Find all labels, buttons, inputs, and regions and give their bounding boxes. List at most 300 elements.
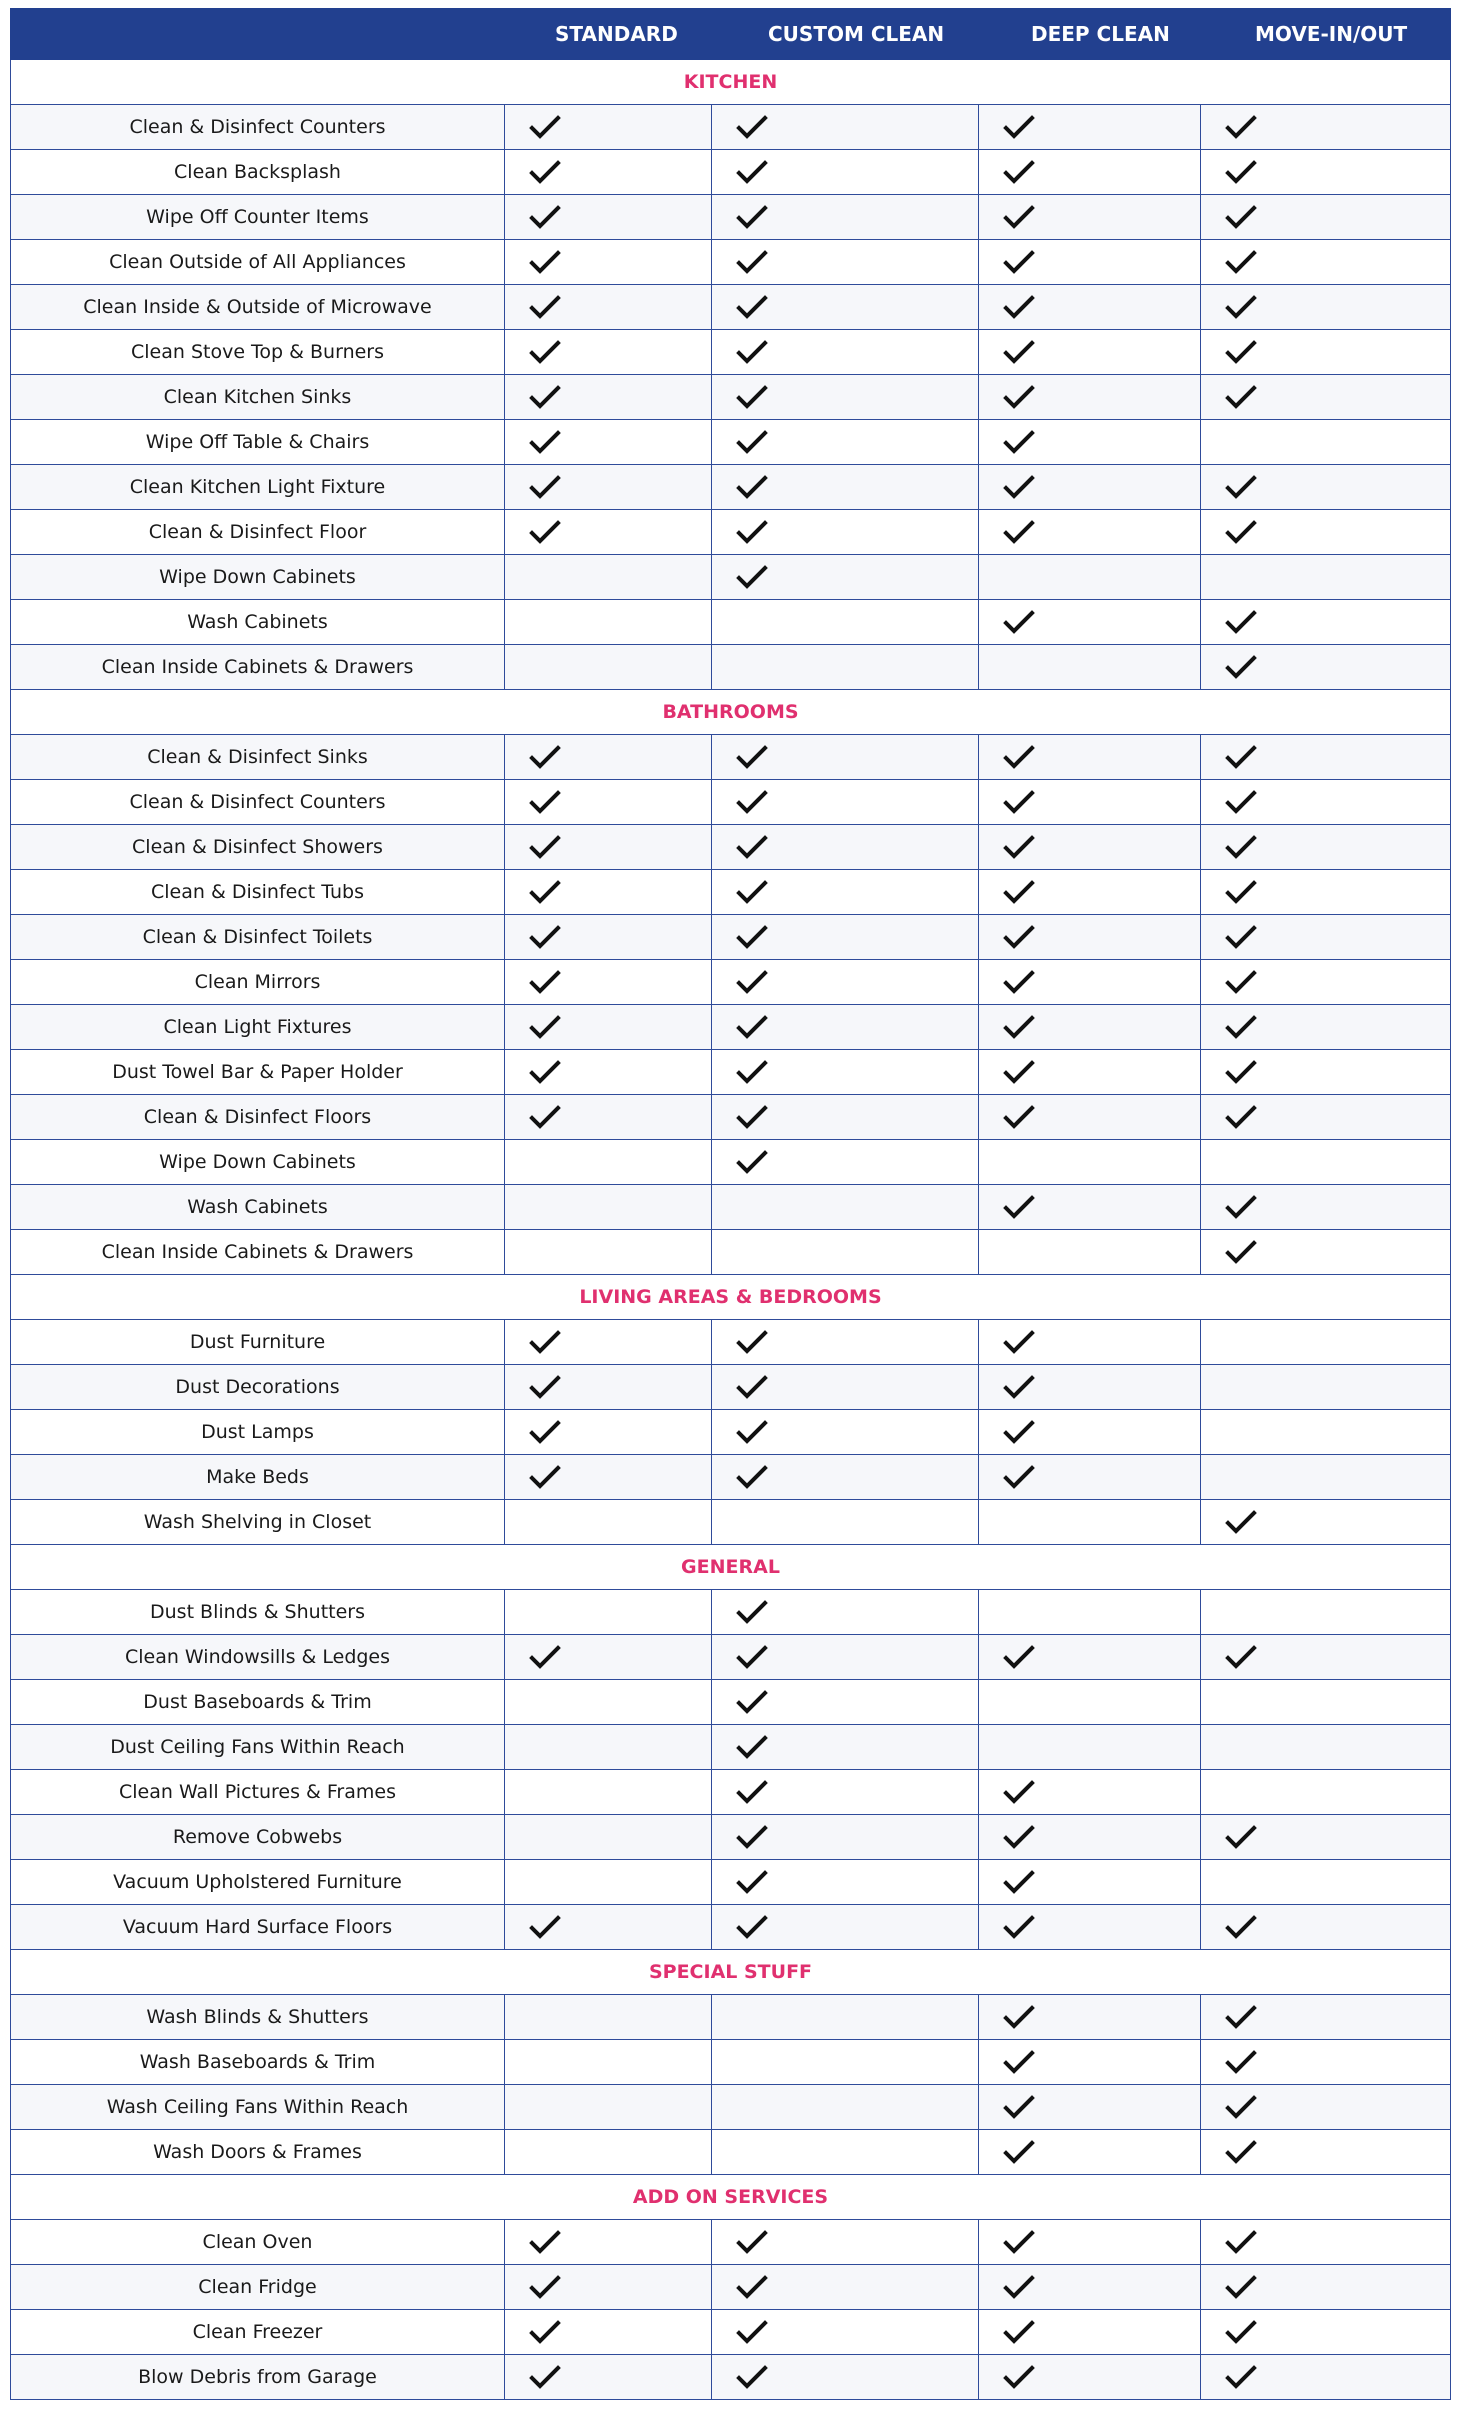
check-cell-standard: [505, 105, 712, 150]
checkmark-icon: [1225, 1104, 1257, 1130]
checkmark-icon: [736, 924, 768, 950]
checkmark-icon: [1003, 744, 1035, 770]
check-cell-deep-clean: [979, 1725, 1201, 1770]
checkmark-icon: [736, 834, 768, 860]
task-label: Dust Lamps: [11, 1410, 505, 1455]
checkmark-icon: [1003, 1374, 1035, 1400]
table-row: [11, 465, 1451, 510]
check-cell-custom-clean: [712, 1365, 979, 1410]
checkmark-icon: [736, 384, 768, 410]
checkmark-icon: [1003, 114, 1035, 140]
check-cell-move-in-out: [1201, 1635, 1451, 1680]
check-cell-standard: [505, 960, 712, 1005]
checkmark-icon: [1003, 879, 1035, 905]
check-cell-move-in-out: [1201, 1320, 1451, 1365]
check-cell-standard: [505, 240, 712, 285]
check-cell-deep-clean: [979, 600, 1201, 645]
check-cell-custom-clean: [712, 1455, 979, 1500]
table-row: [11, 1590, 1451, 1635]
table-row: [11, 780, 1451, 825]
check-cell-move-in-out: [1201, 870, 1451, 915]
check-cell-deep-clean: [979, 195, 1201, 240]
task-label: Clean Kitchen Light Fixture: [11, 465, 505, 510]
check-cell-standard: [505, 1230, 712, 1275]
check-cell-standard: [505, 1905, 712, 1950]
checkmark-icon: [1003, 2004, 1035, 2030]
checkmark-icon: [1225, 969, 1257, 995]
check-cell-custom-clean: [712, 330, 979, 375]
check-cell-custom-clean: [712, 375, 979, 420]
table-row: [11, 2220, 1451, 2265]
checkmark-icon: [736, 1419, 768, 1445]
check-cell-deep-clean: [979, 375, 1201, 420]
checkmark-icon: [1225, 384, 1257, 410]
check-cell-move-in-out: [1201, 1725, 1451, 1770]
checkmark-icon: [736, 1779, 768, 1805]
task-label: Clean Kitchen Sinks: [11, 375, 505, 420]
check-cell-custom-clean: [712, 1095, 979, 1140]
check-cell-standard: [505, 555, 712, 600]
table-row: [11, 285, 1451, 330]
check-cell-custom-clean: [712, 1410, 979, 1455]
checkmark-icon: [529, 1059, 561, 1085]
checkmark-icon: [1003, 1779, 1035, 1805]
checkmark-icon: [1003, 609, 1035, 635]
checkmark-icon: [1003, 1914, 1035, 1940]
check-cell-custom-clean: [712, 1500, 979, 1545]
header-custom-clean: CUSTOM CLEAN: [712, 9, 979, 60]
checkmark-icon: [1225, 789, 1257, 815]
checkmark-icon: [736, 2229, 768, 2255]
checkmark-icon: [1003, 339, 1035, 365]
checkmark-icon: [1225, 2094, 1257, 2120]
check-cell-move-in-out: [1201, 1860, 1451, 1905]
checkmark-icon: [1003, 1464, 1035, 1490]
check-cell-custom-clean: [712, 2085, 979, 2130]
check-cell-standard: [505, 2265, 712, 2310]
table-row: [11, 960, 1451, 1005]
check-cell-standard: [505, 1860, 712, 1905]
check-cell-move-in-out: [1201, 1365, 1451, 1410]
checkmark-icon: [1003, 429, 1035, 455]
check-cell-move-in-out: [1201, 465, 1451, 510]
task-label: Vacuum Upholstered Furniture: [11, 1860, 505, 1905]
checkmark-icon: [529, 204, 561, 230]
checkmark-icon: [1003, 2319, 1035, 2345]
check-cell-standard: [505, 375, 712, 420]
table-row: [11, 1095, 1451, 1140]
check-cell-deep-clean: [979, 1005, 1201, 1050]
checkmark-icon: [736, 339, 768, 365]
check-cell-standard: [505, 150, 712, 195]
check-cell-custom-clean: [712, 105, 979, 150]
check-cell-deep-clean: [979, 1230, 1201, 1275]
check-cell-deep-clean: [979, 825, 1201, 870]
check-cell-custom-clean: [712, 1860, 979, 1905]
checkmark-icon: [736, 429, 768, 455]
checkmark-icon: [1225, 1059, 1257, 1085]
check-cell-move-in-out: [1201, 1500, 1451, 1545]
check-cell-deep-clean: [979, 960, 1201, 1005]
check-cell-deep-clean: [979, 2085, 1201, 2130]
task-label: Clean & Disinfect Counters: [11, 780, 505, 825]
checkmark-icon: [736, 1689, 768, 1715]
task-label: Dust Ceiling Fans Within Reach: [11, 1725, 505, 1770]
section-row: [11, 1950, 1451, 1995]
checkmark-icon: [529, 294, 561, 320]
table-row: [11, 1410, 1451, 1455]
task-label: Clean & Disinfect Sinks: [11, 735, 505, 780]
checkmark-icon: [1225, 609, 1257, 635]
checkmark-icon: [1003, 1824, 1035, 1850]
check-cell-deep-clean: [979, 1680, 1201, 1725]
checkmark-icon: [736, 249, 768, 275]
checkmark-icon: [736, 1824, 768, 1850]
check-cell-custom-clean: [712, 1050, 979, 1095]
checkmark-icon: [736, 1149, 768, 1175]
check-cell-standard: [505, 735, 712, 780]
task-label: Wash Baseboards & Trim: [11, 2040, 505, 2085]
check-cell-custom-clean: [712, 2220, 979, 2265]
check-cell-move-in-out: [1201, 150, 1451, 195]
checkmark-icon: [1003, 1329, 1035, 1355]
checkmark-icon: [1003, 519, 1035, 545]
table-row: [11, 2085, 1451, 2130]
table-row: [11, 1005, 1451, 1050]
task-label: Wipe Off Table & Chairs: [11, 420, 505, 465]
check-cell-custom-clean: [712, 2310, 979, 2355]
task-label: Clean & Disinfect Tubs: [11, 870, 505, 915]
check-cell-deep-clean: [979, 2355, 1201, 2400]
check-cell-custom-clean: [712, 465, 979, 510]
checkmark-icon: [529, 2319, 561, 2345]
check-cell-custom-clean: [712, 1320, 979, 1365]
check-cell-custom-clean: [712, 645, 979, 690]
check-cell-standard: [505, 2085, 712, 2130]
check-cell-custom-clean: [712, 870, 979, 915]
checkmark-icon: [529, 834, 561, 860]
check-cell-standard: [505, 2130, 712, 2175]
check-cell-custom-clean: [712, 150, 979, 195]
checkmark-icon: [1225, 2049, 1257, 2075]
check-cell-standard: [505, 420, 712, 465]
task-label: Clean Windowsills & Ledges: [11, 1635, 505, 1680]
checkmark-icon: [1003, 294, 1035, 320]
check-cell-deep-clean: [979, 2265, 1201, 2310]
check-cell-standard: [505, 915, 712, 960]
checkmark-icon: [1225, 2364, 1257, 2390]
task-label: Remove Cobwebs: [11, 1815, 505, 1860]
check-cell-standard: [505, 510, 712, 555]
task-label: Clean & Disinfect Floors: [11, 1095, 505, 1140]
checkmark-icon: [736, 1734, 768, 1760]
task-label: Clean Inside Cabinets & Drawers: [11, 645, 505, 690]
checkmark-icon: [529, 2274, 561, 2300]
check-cell-move-in-out: [1201, 2040, 1451, 2085]
check-cell-standard: [505, 1140, 712, 1185]
task-label: Wash Cabinets: [11, 600, 505, 645]
task-label: Clean & Disinfect Counters: [11, 105, 505, 150]
check-cell-deep-clean: [979, 1590, 1201, 1635]
task-label: Wash Shelving in Closet: [11, 1500, 505, 1545]
task-label: Clean & Disinfect Toilets: [11, 915, 505, 960]
checkmark-icon: [736, 879, 768, 905]
check-cell-move-in-out: [1201, 735, 1451, 780]
check-cell-standard: [505, 2355, 712, 2400]
check-cell-deep-clean: [979, 2220, 1201, 2265]
checkmark-icon: [1003, 2229, 1035, 2255]
table-row: [11, 2355, 1451, 2400]
check-cell-move-in-out: [1201, 1140, 1451, 1185]
checkmark-icon: [1225, 654, 1257, 680]
check-cell-standard: [505, 1725, 712, 1770]
check-cell-deep-clean: [979, 150, 1201, 195]
table-row: [11, 1680, 1451, 1725]
check-cell-deep-clean: [979, 1410, 1201, 1455]
check-cell-custom-clean: [712, 600, 979, 645]
checkmark-icon: [736, 114, 768, 140]
check-cell-custom-clean: [712, 1140, 979, 1185]
checkmark-icon: [736, 1644, 768, 1670]
table-row: [11, 1320, 1451, 1365]
checkmark-icon: [736, 1104, 768, 1130]
table-row: [11, 1185, 1451, 1230]
checkmark-icon: [1225, 1014, 1257, 1040]
checkmark-icon: [1225, 204, 1257, 230]
check-cell-move-in-out: [1201, 1995, 1451, 2040]
check-cell-custom-clean: [712, 1590, 979, 1635]
check-cell-move-in-out: [1201, 195, 1451, 240]
table-row: [11, 1050, 1451, 1095]
check-cell-deep-clean: [979, 2310, 1201, 2355]
check-cell-move-in-out: [1201, 780, 1451, 825]
header-move-in-out: MOVE-IN/OUT: [1201, 9, 1451, 60]
table-row: [11, 600, 1451, 645]
table-row: [11, 1815, 1451, 1860]
check-cell-standard: [505, 825, 712, 870]
check-cell-deep-clean: [979, 1050, 1201, 1095]
task-label: Clean Stove Top & Burners: [11, 330, 505, 375]
task-label: Clean & Disinfect Floor: [11, 510, 505, 555]
checkmark-icon: [736, 789, 768, 815]
section-row: [11, 1275, 1451, 1320]
checkmark-icon: [1225, 2004, 1257, 2030]
section-row: [11, 60, 1451, 105]
checkmark-icon: [529, 339, 561, 365]
check-cell-standard: [505, 600, 712, 645]
check-cell-deep-clean: [979, 105, 1201, 150]
task-label: Clean Mirrors: [11, 960, 505, 1005]
check-cell-move-in-out: [1201, 960, 1451, 1005]
check-cell-standard: [505, 2040, 712, 2085]
checkmark-icon: [1225, 294, 1257, 320]
task-label: Vacuum Hard Surface Floors: [11, 1905, 505, 1950]
check-cell-standard: [505, 1815, 712, 1860]
checkmark-icon: [529, 879, 561, 905]
check-cell-move-in-out: [1201, 2355, 1451, 2400]
check-cell-move-in-out: [1201, 1095, 1451, 1140]
checkmark-icon: [1225, 879, 1257, 905]
task-label: Wash Doors & Frames: [11, 2130, 505, 2175]
checkmark-icon: [1225, 1914, 1257, 1940]
table-body: [11, 60, 1451, 2400]
check-cell-deep-clean: [979, 2130, 1201, 2175]
check-cell-standard: [505, 1500, 712, 1545]
header-deep-clean: DEEP CLEAN: [979, 9, 1201, 60]
checkmark-icon: [736, 204, 768, 230]
check-cell-standard: [505, 1770, 712, 1815]
checkmark-icon: [1003, 1419, 1035, 1445]
service-comparison-table: [10, 8, 1451, 2400]
task-label: Blow Debris from Garage: [11, 2355, 505, 2400]
checkmark-icon: [1003, 1644, 1035, 1670]
checkmark-icon: [529, 1914, 561, 1940]
checkmark-icon: [529, 159, 561, 185]
check-cell-deep-clean: [979, 465, 1201, 510]
check-cell-deep-clean: [979, 240, 1201, 285]
check-cell-custom-clean: [712, 735, 979, 780]
check-cell-move-in-out: [1201, 1185, 1451, 1230]
task-label: Dust Furniture: [11, 1320, 505, 1365]
checkmark-icon: [1225, 249, 1257, 275]
check-cell-deep-clean: [979, 1185, 1201, 1230]
check-cell-standard: [505, 1050, 712, 1095]
table-row: [11, 915, 1451, 960]
checkmark-icon: [529, 1464, 561, 1490]
check-cell-move-in-out: [1201, 420, 1451, 465]
checkmark-icon: [529, 2229, 561, 2255]
checkmark-icon: [1225, 1824, 1257, 1850]
checkmark-icon: [736, 1869, 768, 1895]
checkmark-icon: [1003, 2094, 1035, 2120]
checkmark-icon: [1225, 1194, 1257, 1220]
check-cell-custom-clean: [712, 1995, 979, 2040]
checkmark-icon: [1003, 249, 1035, 275]
table-row: [11, 555, 1451, 600]
check-cell-move-in-out: [1201, 1815, 1451, 1860]
check-cell-deep-clean: [979, 915, 1201, 960]
task-label: Dust Baseboards & Trim: [11, 1680, 505, 1725]
check-cell-standard: [505, 1185, 712, 1230]
checkmark-icon: [1003, 2049, 1035, 2075]
check-cell-deep-clean: [979, 285, 1201, 330]
task-label: Dust Towel Bar & Paper Holder: [11, 1050, 505, 1095]
table-row: [11, 1860, 1451, 1905]
check-cell-move-in-out: [1201, 2085, 1451, 2130]
check-cell-custom-clean: [712, 1770, 979, 1815]
table-row: [11, 1230, 1451, 1275]
check-cell-custom-clean: [712, 915, 979, 960]
check-cell-deep-clean: [979, 735, 1201, 780]
check-cell-custom-clean: [712, 2355, 979, 2400]
check-cell-deep-clean: [979, 555, 1201, 600]
check-cell-move-in-out: [1201, 2130, 1451, 2175]
task-label: Clean Wall Pictures & Frames: [11, 1770, 505, 1815]
checkmark-icon: [529, 744, 561, 770]
check-cell-custom-clean: [712, 1185, 979, 1230]
check-cell-move-in-out: [1201, 1410, 1451, 1455]
checkmark-icon: [529, 474, 561, 500]
task-label: Clean Inside & Outside of Microwave: [11, 285, 505, 330]
table-row: [11, 2130, 1451, 2175]
section-row: [11, 2175, 1451, 2220]
check-cell-move-in-out: [1201, 1005, 1451, 1050]
task-label: Clean Oven: [11, 2220, 505, 2265]
check-cell-custom-clean: [712, 825, 979, 870]
check-cell-move-in-out: [1201, 645, 1451, 690]
check-cell-move-in-out: [1201, 2310, 1451, 2355]
table-row: [11, 1635, 1451, 1680]
checkmark-icon: [1225, 2229, 1257, 2255]
checkmark-icon: [1003, 2139, 1035, 2165]
checkmark-icon: [1225, 1509, 1257, 1535]
section-title: ADD ON SERVICES: [11, 2175, 1451, 2220]
task-label: Wipe Off Counter Items: [11, 195, 505, 240]
task-label: Wash Blinds & Shutters: [11, 1995, 505, 2040]
check-cell-standard: [505, 1410, 712, 1455]
checkmark-icon: [1225, 834, 1257, 860]
check-cell-standard: [505, 1455, 712, 1500]
check-cell-move-in-out: [1201, 1770, 1451, 1815]
checkmark-icon: [529, 429, 561, 455]
checkmark-icon: [1003, 1869, 1035, 1895]
checkmark-icon: [1225, 159, 1257, 185]
check-cell-custom-clean: [712, 420, 979, 465]
table-header: [11, 9, 1451, 60]
checkmark-icon: [1225, 2319, 1257, 2345]
check-cell-custom-clean: [712, 1680, 979, 1725]
checkmark-icon: [1225, 474, 1257, 500]
check-cell-standard: [505, 1320, 712, 1365]
check-cell-move-in-out: [1201, 510, 1451, 555]
checkmark-icon: [1225, 2139, 1257, 2165]
checkmark-icon: [1003, 474, 1035, 500]
check-cell-move-in-out: [1201, 1050, 1451, 1095]
check-cell-move-in-out: [1201, 915, 1451, 960]
check-cell-deep-clean: [979, 1095, 1201, 1140]
check-cell-standard: [505, 285, 712, 330]
header-task-column: [11, 9, 505, 60]
task-label: Clean Freezer: [11, 2310, 505, 2355]
check-cell-deep-clean: [979, 510, 1201, 555]
check-cell-deep-clean: [979, 1320, 1201, 1365]
check-cell-move-in-out: [1201, 330, 1451, 375]
checkmark-icon: [1003, 2364, 1035, 2390]
check-cell-move-in-out: [1201, 2265, 1451, 2310]
table-row: [11, 1365, 1451, 1410]
check-cell-custom-clean: [712, 285, 979, 330]
check-cell-standard: [505, 2220, 712, 2265]
checkmark-icon: [1003, 384, 1035, 410]
checkmark-icon: [736, 1014, 768, 1040]
check-cell-deep-clean: [979, 780, 1201, 825]
check-cell-move-in-out: [1201, 1905, 1451, 1950]
checkmark-icon: [736, 2319, 768, 2345]
checkmark-icon: [736, 1599, 768, 1625]
checkmark-icon: [1225, 519, 1257, 545]
checkmark-icon: [1225, 339, 1257, 365]
table-row: [11, 2265, 1451, 2310]
table-row: [11, 1905, 1451, 1950]
task-label: Clean Fridge: [11, 2265, 505, 2310]
check-cell-move-in-out: [1201, 285, 1451, 330]
check-cell-move-in-out: [1201, 555, 1451, 600]
checkmark-icon: [1003, 1194, 1035, 1220]
checkmark-icon: [529, 384, 561, 410]
checkmark-icon: [1225, 924, 1257, 950]
check-cell-standard: [505, 1005, 712, 1050]
table-row: [11, 1140, 1451, 1185]
